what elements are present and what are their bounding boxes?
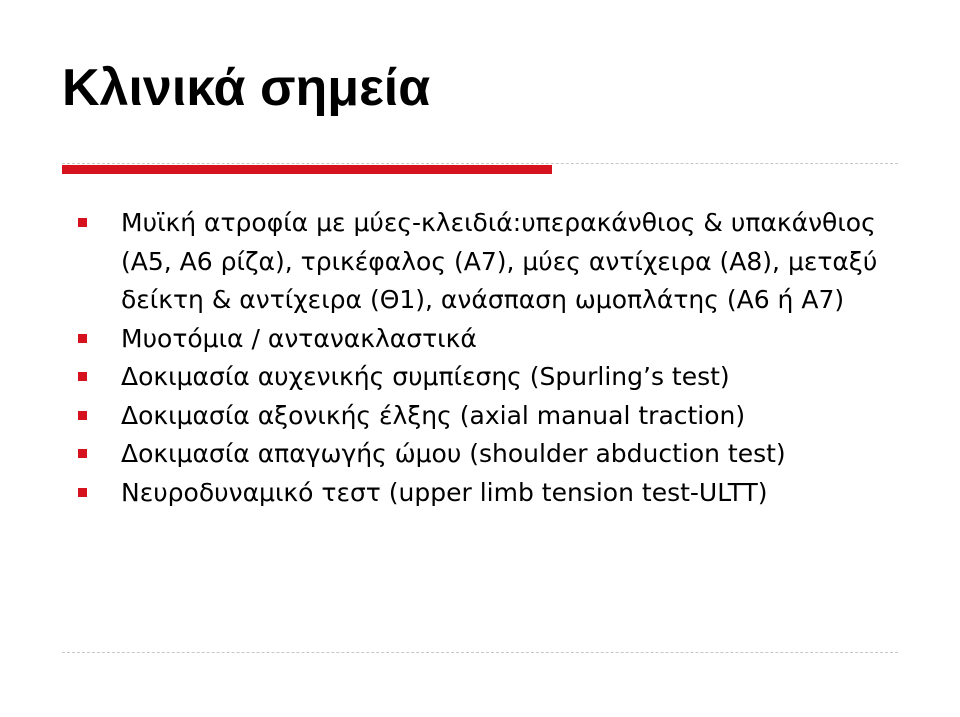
square-bullet-icon bbox=[78, 372, 87, 381]
bullet-item bbox=[78, 358, 928, 397]
bullet-text: Δοκιμασία αυχενικής συμπίεσης (Spurling’s test) bbox=[121, 362, 730, 391]
bullet-item bbox=[78, 474, 928, 513]
slide-title: Κλινικά σημεία bbox=[62, 59, 431, 117]
title-accent-bar bbox=[62, 165, 552, 174]
square-bullet-icon bbox=[78, 334, 87, 343]
bullet-text: Δοκιμασία απαγωγής ώμου (shoulder abduction test) bbox=[121, 439, 786, 468]
footer-divider-line bbox=[62, 652, 898, 653]
bullet-item bbox=[78, 204, 928, 320]
bullet-text: Δοκιμασία αξονικής έλξης (axial manual traction) bbox=[121, 400, 746, 430]
square-bullet-icon bbox=[78, 218, 87, 227]
bullet-list bbox=[78, 204, 928, 512]
square-bullet-icon bbox=[78, 411, 87, 420]
bullet-text: Νευροδυναμικό τεστ (upper limb tension test-ULTT) bbox=[121, 477, 768, 507]
bullet-text: Μυοτόμια / αντανακλαστικά bbox=[121, 323, 477, 353]
title-divider-line bbox=[62, 163, 898, 164]
square-bullet-icon bbox=[78, 449, 87, 458]
bullet-item bbox=[78, 435, 928, 474]
bullet-item bbox=[78, 397, 928, 436]
square-bullet-icon bbox=[78, 488, 87, 497]
bullet-text: Μυϊκή ατροφία με μύες-κλειδιά:υπερακάνθιος & υπακάνθιος (Α5, Α6 ρίζα), τρικέφαλος (Α7), μύες αντίχειρα (Α8), μεταξύ δείκτη & αντίχειρα (Θ1), ανάσπαση ωμοπλάτης (Α6 ή Α7) bbox=[121, 208, 878, 314]
bullet-item bbox=[78, 320, 928, 359]
